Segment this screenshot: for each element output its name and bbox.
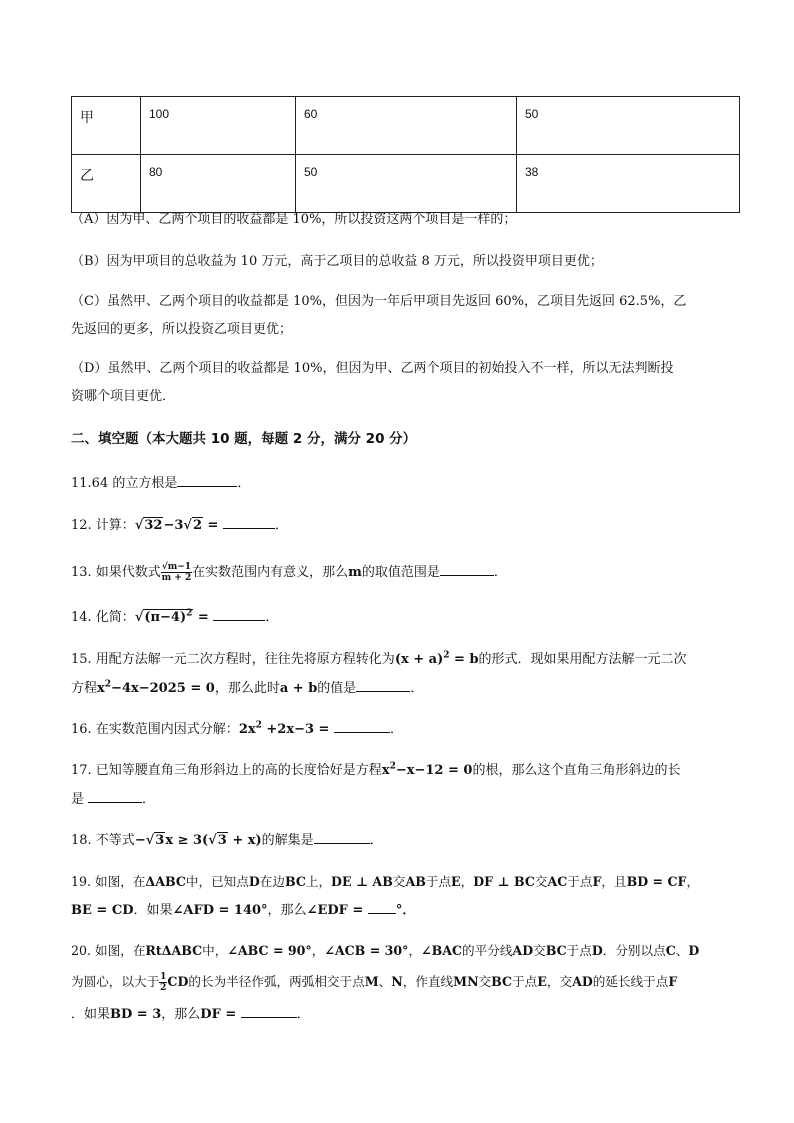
question-17-line1 <box>71 762 680 780</box>
math-term: DF = <box>200 1007 241 1022</box>
question-end: ． <box>274 518 288 533</box>
math-term: + x) <box>227 833 262 848</box>
question-text: 交 <box>392 874 406 889</box>
table-cell: 50 <box>517 97 740 155</box>
question-text: 、 <box>378 974 392 989</box>
math-term: a + b <box>279 681 318 696</box>
answer-blank[interactable] <box>177 474 237 487</box>
table-cell: 80 <box>141 155 296 213</box>
numerator: 1 <box>160 972 167 982</box>
answer-blank[interactable] <box>241 1005 297 1018</box>
question-text: 17. 已知等腰直角三角形斜边上的高的长度恰好是方程 <box>71 763 382 778</box>
question-text: ，交 <box>546 974 573 989</box>
option-a: （A）因为甲、乙两个项目的收益都是 10%，所以投资这两个项目是一样的； <box>71 212 517 227</box>
question-text: 在边 <box>259 874 285 889</box>
question-text: ， <box>311 943 325 958</box>
option-c-line1: （C）虽然甲、乙两个项目的收益都是 10%，但因为一年后甲项目先返回 60%，乙项目先返回 62.5%，乙 <box>71 294 687 309</box>
question-text: 的根，那么这个直角三角形斜边的长 <box>472 763 681 778</box>
question-end: ． <box>265 610 279 625</box>
question-text: 是 <box>71 792 85 807</box>
question-text: ， <box>460 874 474 889</box>
math-term: AD <box>512 943 534 958</box>
math-term: DF ⊥ BC <box>473 874 535 889</box>
answer-blank[interactable] <box>334 720 390 733</box>
math-term: BC <box>545 943 567 958</box>
question-text: 中，已知点 <box>185 874 249 889</box>
exponent: 2 <box>443 650 450 661</box>
answer-blank[interactable] <box>440 563 494 576</box>
math-term: E <box>451 874 461 889</box>
math-term: ∠BAC <box>421 943 463 958</box>
math-term: MN <box>453 974 479 989</box>
question-end: ． <box>410 681 424 696</box>
table-row <box>72 155 740 213</box>
table-row <box>72 97 740 155</box>
question-text: ．如果 <box>71 1007 111 1022</box>
question-end: °． <box>395 903 416 918</box>
question-text: 上， <box>305 874 332 889</box>
question-text: ．分别以点 <box>602 943 666 958</box>
option-c-line2: 先返回的更多，所以投资乙项目更优； <box>71 322 293 337</box>
question-text: 16. 在实数范围内因式分解： <box>71 722 239 737</box>
math <box>395 652 479 667</box>
answer-blank[interactable] <box>356 679 410 692</box>
exponent: 2 <box>255 720 262 731</box>
question-end: ． <box>389 722 403 737</box>
question-text: 于点 <box>566 943 592 958</box>
math-term: − <box>134 833 146 848</box>
math-term: BC <box>284 874 306 889</box>
math-term: BD = CF <box>626 874 687 889</box>
question-text: 11.64 的立方根是 <box>71 476 178 491</box>
question-text: 12. 计算： <box>71 518 135 533</box>
question-end: ． <box>296 1007 310 1022</box>
question-text: 、 <box>675 943 689 958</box>
question-text: 18. 不等式 <box>71 833 135 848</box>
math-term: F <box>668 974 678 989</box>
math-term: ∠ACB = 30° <box>324 943 409 958</box>
question-text: ，作直线 <box>402 974 454 989</box>
question-20-line2 <box>71 972 677 993</box>
math-term: 2x <box>238 722 256 737</box>
question-end: ． <box>369 833 383 848</box>
option-b: （B）因为甲项目的总收益为 10 万元，高于乙项目的总收益 8 万元，所以投资甲项目更优； <box>71 254 603 269</box>
math-term: (x + a) <box>394 652 444 667</box>
math: −√3x ≥ 3(√3 + x) <box>134 833 262 848</box>
question-17-line2 <box>71 790 155 809</box>
math-term: = <box>193 610 214 625</box>
question-text: 13. 如果代数式 <box>71 565 161 580</box>
math-term: BC <box>491 974 513 989</box>
math: √32−3√2 = <box>134 518 223 533</box>
question-text: 20. 如图，在 <box>71 943 146 958</box>
math-term: x <box>381 763 390 778</box>
question-text: ，且 <box>601 874 627 889</box>
math-term: D <box>591 943 603 958</box>
answer-blank[interactable] <box>314 831 370 844</box>
question-15-line1 <box>71 651 687 669</box>
section-heading: 二、填空题（本大题共 10 题，每题 2 分，满分 20 分） <box>71 431 417 447</box>
math-term: AD <box>572 974 593 989</box>
math-term: AC <box>547 874 568 889</box>
question-text: 的解集是 <box>261 833 314 848</box>
radicand: 3 <box>217 833 227 848</box>
table-cell: 38 <box>517 155 740 213</box>
question-text: 的长为半径作弧，两弧相交于点 <box>188 974 365 989</box>
math-term: x ≥ 3( <box>165 833 209 848</box>
question-20-line3 <box>71 1005 310 1024</box>
math <box>97 681 215 696</box>
math-term: +2x−3 = <box>261 722 334 737</box>
math <box>239 722 334 737</box>
question-20-line1 <box>71 942 699 960</box>
table-cell: 60 <box>296 97 517 155</box>
table-cell: 乙 <box>72 155 141 213</box>
math-term: AB <box>405 874 426 889</box>
answer-blank[interactable] <box>368 901 396 914</box>
question-19-line2 <box>71 901 415 920</box>
math-term: CD <box>167 974 189 989</box>
math-term: = <box>203 518 223 533</box>
question-12 <box>71 516 288 535</box>
question-text: 的延长线于点 <box>592 974 669 989</box>
question-text: 在实数范围内有意义，那么 <box>192 565 349 580</box>
math-term: = b <box>449 652 479 667</box>
question-16 <box>71 720 403 739</box>
answer-blank[interactable] <box>88 790 142 803</box>
question-text: 为圆心，以大于 <box>71 974 160 989</box>
question-15-line2 <box>71 679 423 698</box>
radicand: 2 <box>192 518 202 533</box>
answer-blank[interactable] <box>213 608 265 621</box>
question-text: 于点 <box>512 974 538 989</box>
exponent: 2 <box>104 679 112 690</box>
question-text: 中， <box>202 943 228 958</box>
radicand: 32 <box>144 518 163 533</box>
investment-table <box>71 96 740 213</box>
math-term: (π−4) <box>144 610 187 625</box>
math-term: ∠AFD = 140° <box>172 903 268 918</box>
table-cell: 100 <box>141 97 296 155</box>
question-text: 的值是 <box>317 681 357 696</box>
question-text: 的取值范围是 <box>361 565 440 580</box>
question-text: 交 <box>478 974 492 989</box>
question-text: ，那么 <box>267 903 307 918</box>
math-term: D <box>248 874 260 889</box>
math-term: −4x−2025 = 0 <box>111 681 215 696</box>
math-var: m <box>348 565 362 580</box>
math-term: −x−12 = 0 <box>395 763 473 778</box>
question-text: 的形式．现如果用配方法解一元二次 <box>478 652 687 667</box>
denominator: m + 2 <box>161 573 192 583</box>
question-18 <box>71 831 383 850</box>
math-term: ∠EDF = <box>306 903 368 918</box>
numerator: √m−1 <box>161 562 192 572</box>
fraction <box>161 562 192 583</box>
question-text: 方程 <box>71 681 98 696</box>
math-term: RtΔABC <box>145 943 203 958</box>
question-text: 于点 <box>425 874 452 889</box>
question-text: 19. 如图，在 <box>71 874 146 889</box>
question-13 <box>71 562 507 583</box>
math: $√(\pi-4)^2$ = <box>134 608 214 625</box>
math-term: C <box>665 943 676 958</box>
table-cell: 50 <box>296 155 517 213</box>
question-text: ， <box>408 943 422 958</box>
question-text: ，那么 <box>161 1007 201 1022</box>
math <box>382 763 473 778</box>
radicand: 3 <box>155 833 165 848</box>
math-term: F <box>592 874 602 889</box>
option-d-line2: 资哪个项目更优． <box>71 389 176 404</box>
question-14 <box>71 608 278 627</box>
exponent: 2 <box>186 608 193 619</box>
question-text: 交 <box>533 943 546 958</box>
question-text: ．如果 <box>133 903 173 918</box>
question-text: 的平分线 <box>462 943 513 958</box>
math-term: −3 <box>163 518 184 533</box>
table-cell: 甲 <box>72 97 141 155</box>
question-text: 15. 用配方法解一元二次方程时，往往先将原方程转化为 <box>71 652 395 667</box>
question-text: ，那么此时 <box>214 681 280 696</box>
question-text: 14. 化简： <box>71 610 135 625</box>
math-term: ΔABC <box>145 874 186 889</box>
math-term: M <box>364 974 379 989</box>
math-term: E <box>537 974 547 989</box>
math-term: x <box>97 681 105 696</box>
math-term: BD = 3 <box>110 1007 162 1022</box>
question-end: ． <box>237 476 251 491</box>
question-text: ， <box>686 874 700 889</box>
math-term: BE = CD <box>71 903 134 918</box>
exponent: 2 <box>389 761 396 772</box>
question-11 <box>71 474 250 493</box>
math-term: DE ⊥ AB <box>331 874 393 889</box>
question-19-line1 <box>71 873 699 891</box>
math-term: N <box>391 974 403 989</box>
option-d-line1: （D）虽然甲、乙两个项目的收益都是 10%，但因为甲、乙两个项目的初始投入不一样，所以无法判断投 <box>71 361 674 376</box>
question-end: ． <box>493 565 507 580</box>
question-end: ． <box>142 792 156 807</box>
question-text: 交 <box>534 874 548 889</box>
math-term: ∠ABC = 90° <box>227 943 312 958</box>
math-term: D <box>688 943 700 958</box>
question-text: 于点 <box>567 874 593 889</box>
answer-blank[interactable] <box>223 516 275 529</box>
denominator: 2 <box>160 983 167 993</box>
